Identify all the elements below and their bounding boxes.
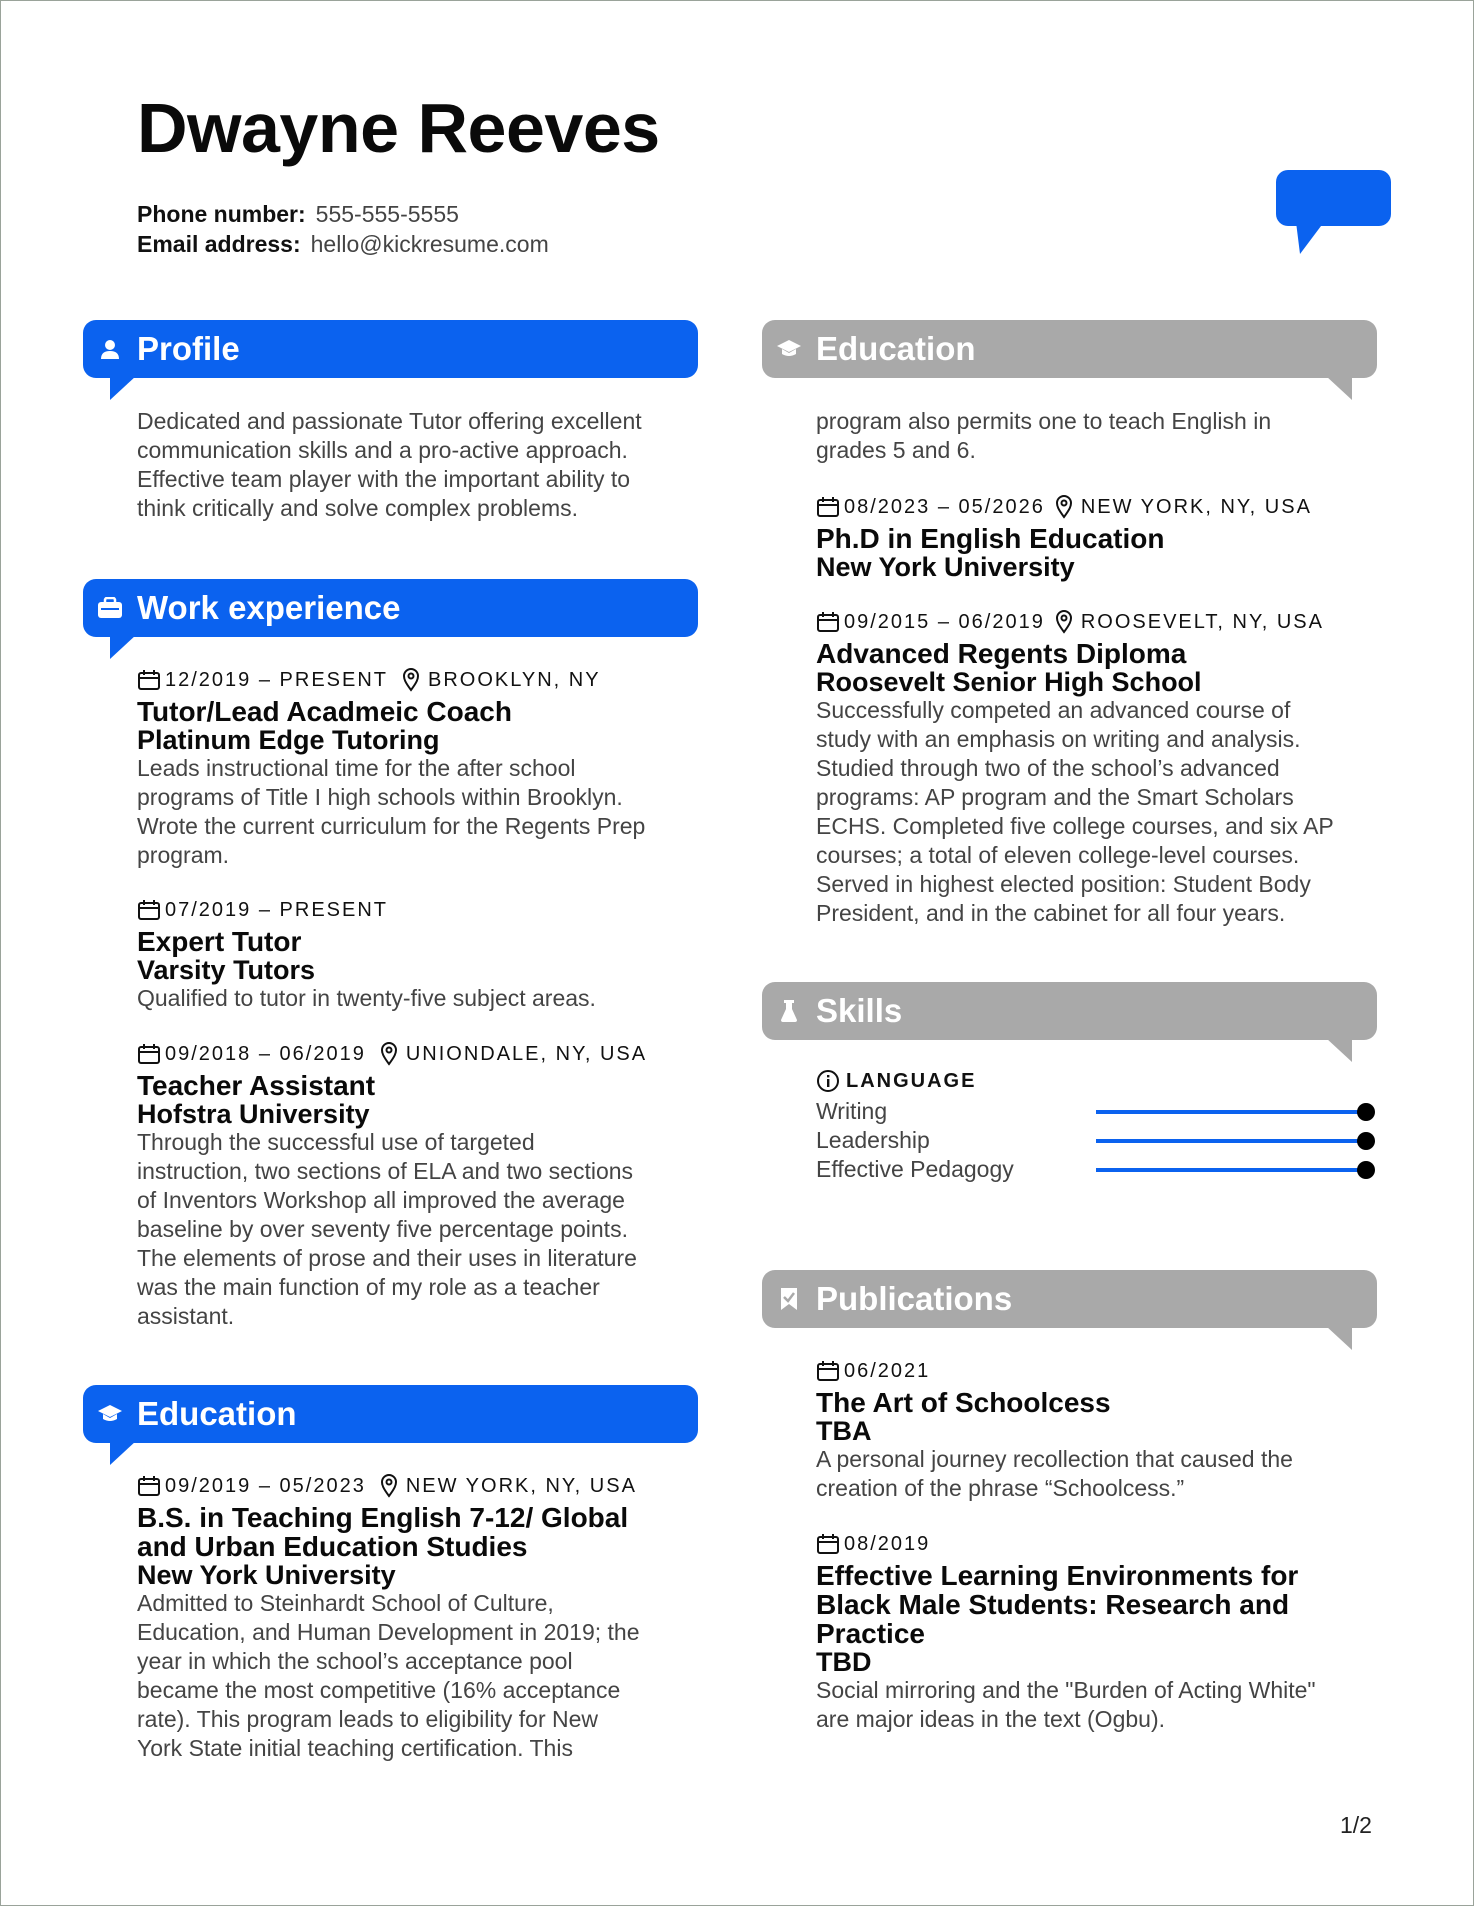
text-line: are major ideas in the text (Ogbu). — [816, 1706, 1165, 1732]
entry-organization: Varsity Tutors — [137, 955, 316, 985]
text-line: of Inventors Workshop all improved the average — [137, 1187, 625, 1213]
text-line: Education, and Human Development in 2019; the — [137, 1619, 640, 1645]
section-header-publications — [762, 1270, 1377, 1328]
section-header-skills — [762, 982, 1377, 1040]
section-title: Education — [816, 330, 976, 367]
text-line: grades 5 and 6. — [816, 437, 976, 463]
email-label: Email address: — [137, 231, 301, 257]
text-line: President, and in the cabinet for all four years. — [816, 900, 1286, 926]
skill-group-label: LANGUAGE — [846, 1069, 977, 1092]
skill-name: Leadership — [816, 1127, 930, 1153]
profile-summary — [137, 407, 697, 523]
text-line: programs: AP program and the Smart Scholars — [816, 784, 1294, 810]
header-tail — [110, 376, 136, 400]
entry-meta — [816, 1358, 1396, 1384]
entry-location: BROOKLYN, NY — [428, 668, 601, 691]
entry-description — [816, 1676, 1396, 1734]
person-icon — [83, 338, 137, 360]
entry-title — [137, 1503, 717, 1561]
text-line: became the most competitive (16% acceptance — [137, 1677, 621, 1703]
skill-level-dot — [1357, 1161, 1375, 1179]
briefcase-icon — [83, 597, 137, 619]
location-pin-icon — [380, 1474, 398, 1498]
skill-name: Writing — [816, 1098, 888, 1124]
chat-bubble-icon — [1276, 170, 1391, 254]
skill-group-heading — [816, 1069, 1376, 1093]
text-line: study with an emphasis on writing and analysis. — [816, 726, 1301, 752]
section-title: Profile — [137, 330, 240, 367]
entry-description — [137, 1589, 717, 1763]
location-pin-icon — [402, 668, 420, 692]
entry-description — [137, 754, 697, 870]
entry-date: 09/2019 – 05/2023 — [165, 1474, 366, 1497]
text-line: programs of Title I high schools within Brooklyn. — [137, 784, 623, 810]
text-line: Social mirroring and the "Burden of Acting White" — [816, 1677, 1316, 1703]
entry-date: 06/2021 — [844, 1359, 931, 1382]
title-line: B.S. in Teaching English 7-12/ Global — [137, 1502, 629, 1533]
work-entry — [137, 1041, 697, 1331]
bookmark-icon — [762, 1287, 816, 1311]
calendar-icon — [137, 669, 161, 691]
entry-organization: Hofstra University — [137, 1099, 370, 1129]
entry-description — [816, 696, 1396, 928]
entry-status: TBA — [816, 1416, 872, 1446]
text-line: year in which the school’s acceptance pool — [137, 1648, 573, 1674]
education-entry — [816, 494, 1396, 581]
title-line: The Art of Schoolcess — [816, 1387, 1111, 1418]
entry-date: 09/2015 – 06/2019 — [844, 610, 1045, 633]
calendar-icon — [137, 1475, 161, 1497]
entry-title — [816, 1561, 1396, 1648]
skill-row — [816, 1097, 1376, 1126]
text-line: think critically and solve complex problems. — [137, 495, 579, 521]
entry-meta — [137, 1473, 717, 1499]
header-tail — [110, 1441, 136, 1465]
entry-organization: Platinum Edge Tutoring — [137, 725, 440, 755]
title-line: and Urban Education Studies — [137, 1531, 528, 1562]
text-line: York State initial teaching certification. This — [137, 1735, 573, 1761]
entry-title — [816, 1388, 1396, 1417]
entry-meta — [137, 667, 697, 693]
header-tail — [110, 635, 136, 659]
entry-date: 08/2023 – 05/2026 — [844, 495, 1045, 518]
text-line: was the main function of my role as a teacher — [137, 1274, 600, 1300]
text-line: communication skills and a pro-active approach. — [137, 437, 628, 463]
text-line: Studied through two of the school’s advanced — [816, 755, 1280, 781]
text-line: courses; a total of eleven college-level courses. — [816, 842, 1300, 868]
calendar-icon — [816, 496, 840, 518]
section-title: Work experience — [137, 589, 401, 626]
page-number: 1/2 — [1340, 1812, 1372, 1838]
text-line: A personal journey recollection that caused the — [816, 1446, 1293, 1472]
calendar-icon — [816, 611, 840, 633]
entry-title: Teacher Assistant — [137, 1070, 376, 1101]
entry-date: 08/2019 — [844, 1532, 931, 1555]
skill-level-bar — [1096, 1168, 1366, 1172]
entry-title: Expert Tutor — [137, 926, 302, 957]
section-header-profile — [83, 320, 698, 378]
text-line: Served in highest elected position: Student Body — [816, 871, 1311, 897]
phone-value: 555-555-5555 — [315, 201, 459, 227]
entry-date: 09/2018 – 06/2019 — [165, 1042, 366, 1065]
skill-level-bar — [1096, 1110, 1366, 1114]
entry-location: UNIONDALE, NY, USA — [405, 1042, 648, 1065]
entry-meta — [816, 609, 1396, 635]
section-header-education-continued — [762, 320, 1377, 378]
header-tail — [1326, 1038, 1352, 1062]
location-pin-icon — [1055, 495, 1073, 519]
entry-date: 12/2019 – PRESENT — [165, 668, 388, 691]
entry-status: TBD — [816, 1647, 872, 1677]
header-tail — [1326, 376, 1352, 400]
calendar-icon — [816, 1533, 840, 1555]
section-header-work — [83, 579, 698, 637]
calendar-icon — [137, 899, 161, 921]
section-title: Skills — [816, 992, 903, 1029]
header-tail — [1326, 1326, 1352, 1350]
text-line: instruction, two sections of ELA and two sections — [137, 1158, 634, 1184]
work-entry — [137, 667, 697, 870]
section-title: Education — [137, 1395, 297, 1432]
text-line: Wrote the current curriculum for the Regents Prep — [137, 813, 646, 839]
entry-description — [137, 1128, 697, 1331]
section-title: Publications — [816, 1280, 1013, 1317]
text-line: program. — [137, 842, 230, 868]
email-value: hello@kickresume.com — [310, 231, 549, 257]
entry-description — [137, 984, 697, 1013]
phone-label: Phone number: — [137, 201, 306, 227]
entry-organization: New York University — [137, 1560, 396, 1590]
work-entry — [137, 897, 697, 1013]
education-entry — [137, 1473, 717, 1763]
text-line: Successfully competed an advanced course of — [816, 697, 1291, 723]
candidate-name: Dwayne Reeves — [137, 89, 660, 167]
entry-organization: Roosevelt Senior High School — [816, 667, 1202, 697]
entry-location: NEW YORK, NY, USA — [405, 1474, 637, 1497]
education-continuation — [816, 407, 1376, 465]
skills-list — [816, 1069, 1376, 1184]
text-line: program also permits one to teach English in — [816, 408, 1272, 434]
entry-meta — [137, 897, 697, 923]
title-line: Effective Learning Environments for — [816, 1560, 1299, 1591]
calendar-icon — [816, 1360, 840, 1382]
skill-row — [816, 1155, 1376, 1184]
text-line: Effective team player with the important ability to — [137, 466, 631, 492]
entry-title: Advanced Regents Diploma — [816, 638, 1187, 669]
skill-level-dot — [1357, 1132, 1375, 1150]
skill-level-bar — [1096, 1139, 1366, 1143]
entry-date: 07/2019 – PRESENT — [165, 898, 388, 921]
text-line: Through the successful use of targeted — [137, 1129, 535, 1155]
entry-meta — [137, 1041, 697, 1067]
text-line: rate). This program leads to eligibility for New — [137, 1706, 599, 1732]
publication-entry — [816, 1358, 1396, 1503]
entry-title: Ph.D in English Education — [816, 523, 1165, 554]
publication-entry — [816, 1531, 1396, 1734]
flask-icon — [762, 999, 816, 1023]
graduation-cap-icon — [83, 1404, 137, 1424]
entry-organization: New York University — [816, 552, 1075, 582]
text-line: Dedicated and passionate Tutor offering excellent — [137, 408, 642, 434]
entry-meta — [816, 1531, 1396, 1557]
title-line: Practice — [816, 1618, 925, 1649]
graduation-cap-icon — [762, 339, 816, 359]
skill-row — [816, 1126, 1376, 1155]
entry-description — [816, 1445, 1396, 1503]
entry-title: Tutor/Lead Acadmeic Coach — [137, 696, 512, 727]
contact-info — [137, 199, 549, 259]
skill-level-dot — [1357, 1103, 1375, 1121]
text-line: Admitted to Steinhardt School of Culture, — [137, 1590, 554, 1616]
entry-location: ROOSEVELT, NY, USA — [1080, 610, 1324, 633]
text-line: Qualified to tutor in twenty-five subject areas. — [137, 985, 596, 1011]
entry-meta — [816, 494, 1396, 520]
skill-name: Effective Pedagogy — [816, 1156, 1014, 1182]
title-line: Black Male Students: Research and — [816, 1589, 1290, 1620]
text-line: baseline by over seventy five percentage points. — [137, 1216, 628, 1242]
calendar-icon — [137, 1043, 161, 1065]
section-header-education — [83, 1385, 698, 1443]
entry-location: NEW YORK, NY, USA — [1080, 495, 1312, 518]
location-pin-icon — [380, 1042, 398, 1066]
location-pin-icon — [1055, 610, 1073, 634]
text-line: Leads instructional time for the after school — [137, 755, 576, 781]
text-line: The elements of prose and their uses in literature — [137, 1245, 637, 1271]
text-line: assistant. — [137, 1303, 235, 1329]
text-line: creation of the phrase “Schoolcess.” — [816, 1475, 1185, 1501]
text-line: ECHS. Completed five college courses, and six AP — [816, 813, 1334, 839]
education-entry — [816, 609, 1396, 928]
info-icon — [816, 1069, 840, 1093]
